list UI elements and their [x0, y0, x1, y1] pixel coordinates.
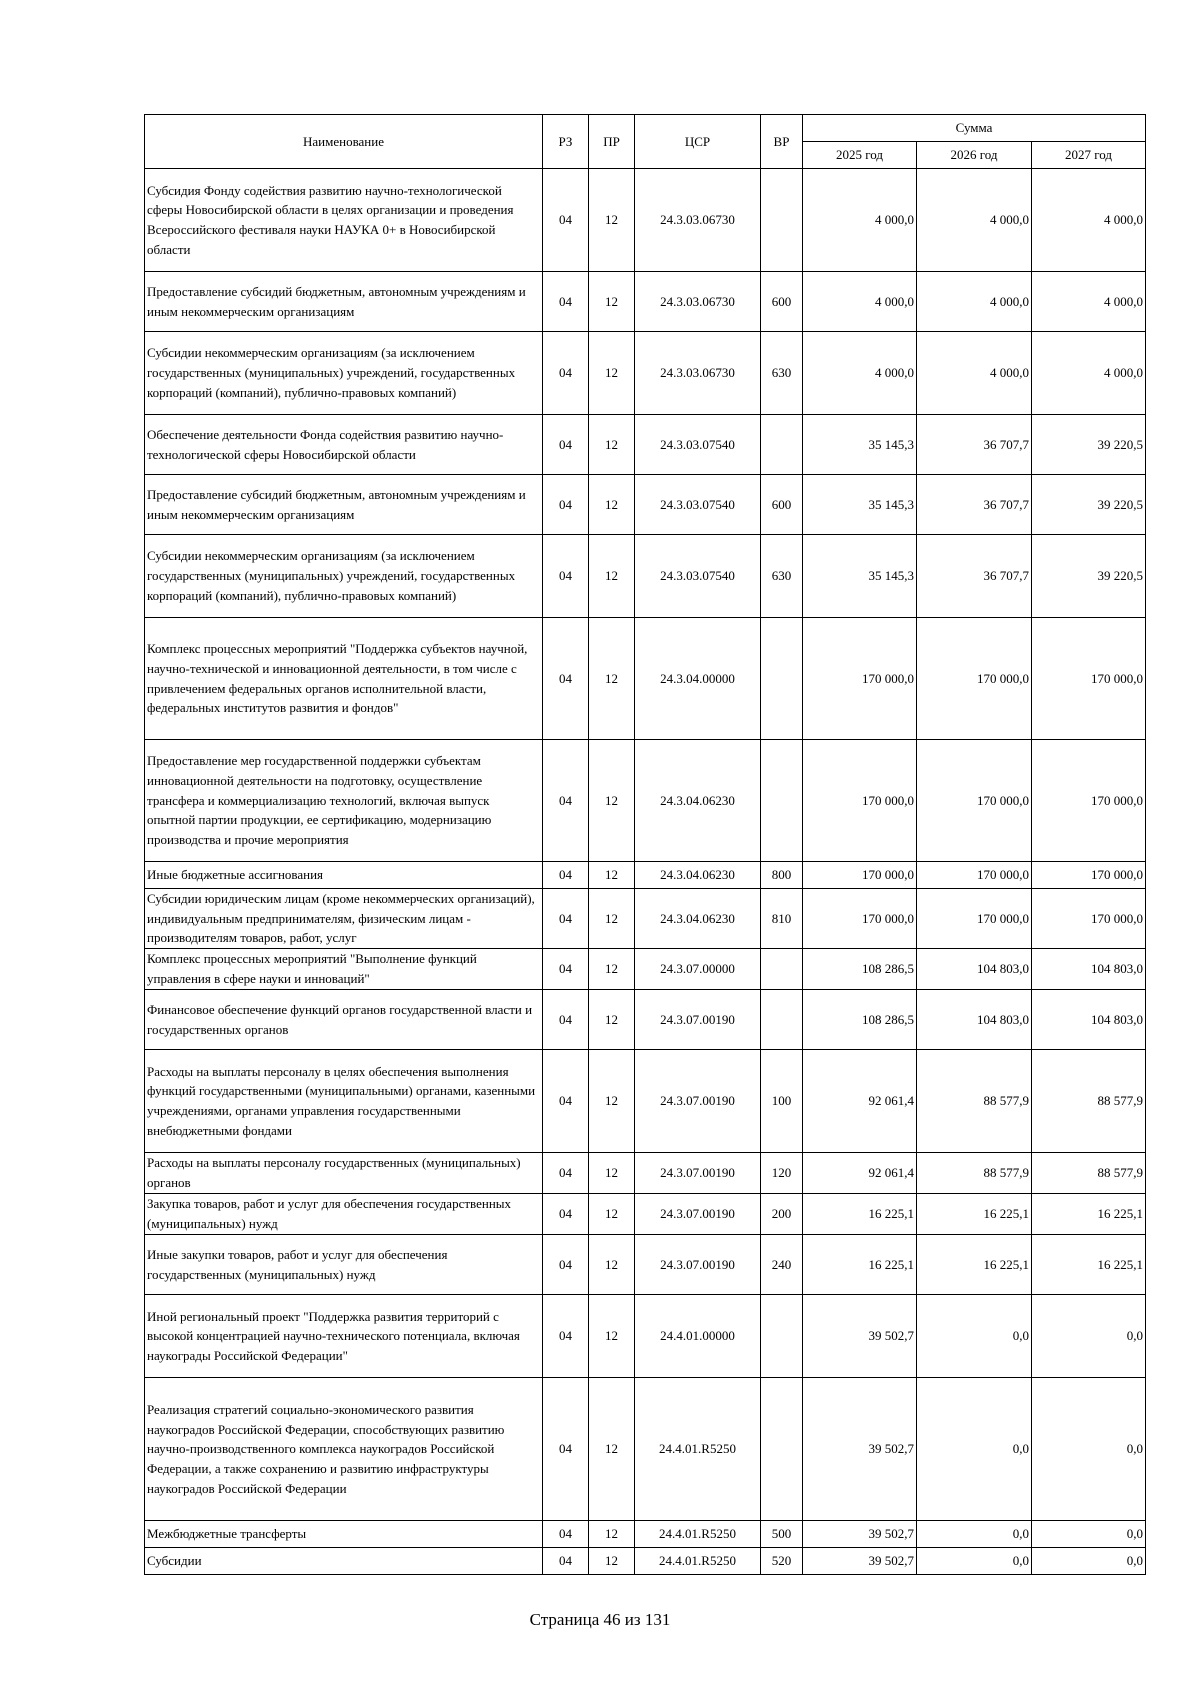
row-csr: 24.3.07.00190 — [635, 1194, 761, 1235]
row-name: Субсидия Фонду содействия развитию научно-технологической сферы Новосибирской области в целях организации и проведения Всероссийского фестиваля науки НАУКА 0+ в Новосибирской области — [145, 169, 543, 272]
row-vr: 810 — [761, 889, 803, 949]
row-amount-2026: 0,0 — [917, 1378, 1032, 1521]
row-amount-2027: 0,0 — [1032, 1548, 1146, 1575]
row-csr: 24.3.04.06230 — [635, 889, 761, 949]
row-csr: 24.3.03.06730 — [635, 272, 761, 332]
row-amount-2027: 39 220,5 — [1032, 415, 1146, 475]
row-name: Расходы на выплаты персоналу в целях обеспечения выполнения функций государственными (муниципальными) органами, казенными учреждениями, органами управления государственными внебюджетными фондами — [145, 1050, 543, 1153]
row-amount-2027: 88 577,9 — [1032, 1153, 1146, 1194]
header-rz: РЗ — [543, 115, 589, 169]
table-row — [145, 475, 1146, 535]
row-vr — [761, 618, 803, 740]
row-name: Реализация стратегий социально-экономического развития наукоградов Российской Федерации, способствующих развитию научно-производственного комплекса наукоградов Российской Федерации, а также сохранению и развитию инфраструктуры наукоградов Российской Федерации — [145, 1378, 543, 1521]
row-csr: 24.3.07.00000 — [635, 949, 761, 990]
row-name: Комплекс процессных мероприятий "Выполнение функций управления в сфере науки и инноваций" — [145, 949, 543, 990]
row-name: Предоставление субсидий бюджетным, автономным учреждениям и иным некоммерческим организациям — [145, 272, 543, 332]
row-amount-2025: 4 000,0 — [803, 332, 917, 415]
row-pr: 12 — [589, 1194, 635, 1235]
table-row — [145, 740, 1146, 862]
page-number: Страница 46 из 131 — [529, 1610, 671, 1629]
row-amount-2025: 39 502,7 — [803, 1295, 917, 1378]
row-amount-2026: 104 803,0 — [917, 949, 1032, 990]
row-name: Субсидии некоммерческим организациям (за исключением государственных (муниципальных) учреждений, государственных корпораций (компаний), публично-правовых компаний) — [145, 332, 543, 415]
row-csr: 24.3.07.00190 — [635, 1153, 761, 1194]
table-row — [145, 949, 1146, 990]
row-name: Иные бюджетные ассигнования — [145, 862, 543, 889]
row-csr: 24.3.03.07540 — [635, 475, 761, 535]
row-amount-2027: 4 000,0 — [1032, 169, 1146, 272]
row-amount-2027: 0,0 — [1032, 1521, 1146, 1548]
row-csr: 24.3.03.06730 — [635, 169, 761, 272]
table-row — [145, 990, 1146, 1050]
row-pr: 12 — [589, 1235, 635, 1295]
row-name: Предоставление субсидий бюджетным, автономным учреждениям и иным некоммерческим организациям — [145, 475, 543, 535]
row-rz: 04 — [543, 332, 589, 415]
row-pr: 12 — [589, 272, 635, 332]
table-row — [145, 618, 1146, 740]
row-name: Расходы на выплаты персоналу государственных (муниципальных) органов — [145, 1153, 543, 1194]
row-amount-2025: 170 000,0 — [803, 889, 917, 949]
row-csr: 24.4.01.R5250 — [635, 1521, 761, 1548]
row-amount-2025: 16 225,1 — [803, 1235, 917, 1295]
row-vr: 800 — [761, 862, 803, 889]
row-amount-2026: 36 707,7 — [917, 415, 1032, 475]
table-row — [145, 889, 1146, 949]
table-row — [145, 272, 1146, 332]
row-pr: 12 — [589, 415, 635, 475]
row-amount-2027: 4 000,0 — [1032, 332, 1146, 415]
row-pr: 12 — [589, 889, 635, 949]
row-amount-2026: 4 000,0 — [917, 332, 1032, 415]
row-vr: 100 — [761, 1050, 803, 1153]
table-row — [145, 535, 1146, 618]
row-csr: 24.4.01.00000 — [635, 1295, 761, 1378]
row-amount-2025: 35 145,3 — [803, 535, 917, 618]
row-amount-2027: 4 000,0 — [1032, 272, 1146, 332]
row-vr — [761, 169, 803, 272]
row-name: Предоставление мер государственной поддержки субъектам инновационной деятельности на подготовку, осуществление трансфера и коммерциализацию технологий, включая выпуск опытной партии продукции, ее сертификацию, модернизацию производства и прочие мероприятия — [145, 740, 543, 862]
row-amount-2026: 4 000,0 — [917, 272, 1032, 332]
row-amount-2025: 92 061,4 — [803, 1153, 917, 1194]
row-pr: 12 — [589, 1295, 635, 1378]
row-csr: 24.3.07.00190 — [635, 1235, 761, 1295]
row-rz: 04 — [543, 889, 589, 949]
table-row — [145, 1378, 1146, 1521]
table-row — [145, 415, 1146, 475]
row-amount-2025: 16 225,1 — [803, 1194, 917, 1235]
row-pr: 12 — [589, 1378, 635, 1521]
table-row — [145, 1153, 1146, 1194]
row-csr: 24.4.01.R5250 — [635, 1378, 761, 1521]
row-amount-2027: 104 803,0 — [1032, 990, 1146, 1050]
row-rz: 04 — [543, 272, 589, 332]
row-vr — [761, 990, 803, 1050]
header-sum: Сумма — [803, 115, 1146, 142]
header-vr: ВР — [761, 115, 803, 169]
row-vr: 630 — [761, 332, 803, 415]
row-rz: 04 — [543, 1521, 589, 1548]
row-amount-2026: 36 707,7 — [917, 535, 1032, 618]
row-vr: 630 — [761, 535, 803, 618]
row-csr: 24.3.07.00190 — [635, 1050, 761, 1153]
row-rz: 04 — [543, 1235, 589, 1295]
table-row — [145, 1050, 1146, 1153]
row-vr: 200 — [761, 1194, 803, 1235]
row-pr: 12 — [589, 862, 635, 889]
table-row — [145, 1235, 1146, 1295]
table-row — [145, 1548, 1146, 1575]
row-amount-2026: 104 803,0 — [917, 990, 1032, 1050]
row-pr: 12 — [589, 1050, 635, 1153]
row-pr: 12 — [589, 535, 635, 618]
row-name: Закупка товаров, работ и услуг для обеспечения государственных (муниципальных) нужд — [145, 1194, 543, 1235]
table-header — [145, 115, 1146, 169]
row-csr: 24.3.03.06730 — [635, 332, 761, 415]
row-rz: 04 — [543, 415, 589, 475]
row-csr: 24.3.04.06230 — [635, 740, 761, 862]
row-amount-2027: 88 577,9 — [1032, 1050, 1146, 1153]
row-amount-2027: 0,0 — [1032, 1378, 1146, 1521]
table-row — [145, 862, 1146, 889]
header-year-2025: 2025 год — [803, 142, 917, 169]
row-amount-2026: 36 707,7 — [917, 475, 1032, 535]
row-name: Субсидии — [145, 1548, 543, 1575]
table-body — [145, 169, 1146, 1575]
row-amount-2025: 35 145,3 — [803, 475, 917, 535]
row-vr — [761, 415, 803, 475]
row-name: Комплекс процессных мероприятий "Поддержка субъектов научной, научно-технической и инновационной деятельности, в том числе с привлечением федеральных органов исполнительной власти, федеральных институтов развития и фондов" — [145, 618, 543, 740]
row-amount-2027: 39 220,5 — [1032, 475, 1146, 535]
row-pr: 12 — [589, 1548, 635, 1575]
row-amount-2027: 39 220,5 — [1032, 535, 1146, 618]
row-name: Иные закупки товаров, работ и услуг для обеспечения государственных (муниципальных) нужд — [145, 1235, 543, 1295]
row-amount-2025: 39 502,7 — [803, 1378, 917, 1521]
row-pr: 12 — [589, 740, 635, 862]
row-amount-2025: 108 286,5 — [803, 949, 917, 990]
row-amount-2025: 170 000,0 — [803, 618, 917, 740]
table-row — [145, 1521, 1146, 1548]
row-rz: 04 — [543, 475, 589, 535]
row-vr: 600 — [761, 475, 803, 535]
row-amount-2025: 4 000,0 — [803, 169, 917, 272]
row-amount-2026: 170 000,0 — [917, 740, 1032, 862]
row-rz: 04 — [543, 1548, 589, 1575]
row-rz: 04 — [543, 740, 589, 862]
row-csr: 24.3.03.07540 — [635, 535, 761, 618]
row-vr: 120 — [761, 1153, 803, 1194]
row-name: Финансовое обеспечение функций органов государственной власти и государственных органов — [145, 990, 543, 1050]
row-amount-2025: 35 145,3 — [803, 415, 917, 475]
row-csr: 24.3.03.07540 — [635, 415, 761, 475]
row-amount-2025: 170 000,0 — [803, 862, 917, 889]
header-name: Наименование — [145, 115, 543, 169]
row-amount-2026: 170 000,0 — [917, 618, 1032, 740]
row-pr: 12 — [589, 618, 635, 740]
table-row — [145, 332, 1146, 415]
row-pr: 12 — [589, 949, 635, 990]
row-amount-2027: 170 000,0 — [1032, 740, 1146, 862]
row-amount-2026: 4 000,0 — [917, 169, 1032, 272]
row-name: Межбюджетные трансферты — [145, 1521, 543, 1548]
row-amount-2026: 170 000,0 — [917, 862, 1032, 889]
row-amount-2027: 0,0 — [1032, 1295, 1146, 1378]
row-pr: 12 — [589, 475, 635, 535]
header-year-2027: 2027 год — [1032, 142, 1146, 169]
row-name: Обеспечение деятельности Фонда содействия развитию научно-технологической сферы Новосибирской области — [145, 415, 543, 475]
row-rz: 04 — [543, 618, 589, 740]
row-vr: 520 — [761, 1548, 803, 1575]
row-csr: 24.3.04.06230 — [635, 862, 761, 889]
row-pr: 12 — [589, 990, 635, 1050]
row-amount-2025: 170 000,0 — [803, 740, 917, 862]
row-amount-2026: 88 577,9 — [917, 1153, 1032, 1194]
row-rz: 04 — [543, 990, 589, 1050]
row-amount-2025: 4 000,0 — [803, 272, 917, 332]
table-row — [145, 169, 1146, 272]
table-row — [145, 1295, 1146, 1378]
row-vr: 240 — [761, 1235, 803, 1295]
header-pr: ПР — [589, 115, 635, 169]
row-name: Иной региональный проект "Поддержка развития территорий с высокой концентрацией научно-технического потенциала, включая наукограды Российской Федерации" — [145, 1295, 543, 1378]
row-amount-2025: 39 502,7 — [803, 1548, 917, 1575]
row-csr: 24.4.01.R5250 — [635, 1548, 761, 1575]
row-rz: 04 — [543, 1153, 589, 1194]
row-amount-2026: 16 225,1 — [917, 1194, 1032, 1235]
row-vr: 500 — [761, 1521, 803, 1548]
header-csr: ЦСР — [635, 115, 761, 169]
row-amount-2027: 16 225,1 — [1032, 1194, 1146, 1235]
row-amount-2026: 0,0 — [917, 1295, 1032, 1378]
row-amount-2027: 104 803,0 — [1032, 949, 1146, 990]
row-rz: 04 — [543, 1194, 589, 1235]
row-csr: 24.3.07.00190 — [635, 990, 761, 1050]
row-amount-2026: 0,0 — [917, 1548, 1032, 1575]
row-rz: 04 — [543, 862, 589, 889]
row-pr: 12 — [589, 169, 635, 272]
row-amount-2026: 88 577,9 — [917, 1050, 1032, 1153]
budget-table — [144, 114, 1146, 1575]
row-amount-2025: 39 502,7 — [803, 1521, 917, 1548]
row-amount-2026: 170 000,0 — [917, 889, 1032, 949]
row-vr — [761, 949, 803, 990]
header-year-2026: 2026 год — [917, 142, 1032, 169]
row-amount-2025: 92 061,4 — [803, 1050, 917, 1153]
row-pr: 12 — [589, 332, 635, 415]
row-name: Субсидии юридическим лицам (кроме некоммерческих организаций), индивидуальным предпринимателям, физическим лицам - производителям товаров, работ, услуг — [145, 889, 543, 949]
row-amount-2026: 0,0 — [917, 1521, 1032, 1548]
row-amount-2026: 16 225,1 — [917, 1235, 1032, 1295]
row-amount-2025: 108 286,5 — [803, 990, 917, 1050]
row-csr: 24.3.04.00000 — [635, 618, 761, 740]
row-amount-2027: 170 000,0 — [1032, 889, 1146, 949]
table-row — [145, 1194, 1146, 1235]
row-amount-2027: 16 225,1 — [1032, 1235, 1146, 1295]
row-rz: 04 — [543, 949, 589, 990]
row-rz: 04 — [543, 1378, 589, 1521]
row-name: Субсидии некоммерческим организациям (за исключением государственных (муниципальных) учреждений, государственных корпораций (компаний), публично-правовых компаний) — [145, 535, 543, 618]
row-vr: 600 — [761, 272, 803, 332]
row-rz: 04 — [543, 1050, 589, 1153]
row-amount-2027: 170 000,0 — [1032, 862, 1146, 889]
row-vr — [761, 1295, 803, 1378]
row-rz: 04 — [543, 535, 589, 618]
row-vr — [761, 1378, 803, 1521]
row-amount-2027: 170 000,0 — [1032, 618, 1146, 740]
row-rz: 04 — [543, 1295, 589, 1378]
row-rz: 04 — [543, 169, 589, 272]
row-pr: 12 — [589, 1521, 635, 1548]
row-vr — [761, 740, 803, 862]
row-pr: 12 — [589, 1153, 635, 1194]
